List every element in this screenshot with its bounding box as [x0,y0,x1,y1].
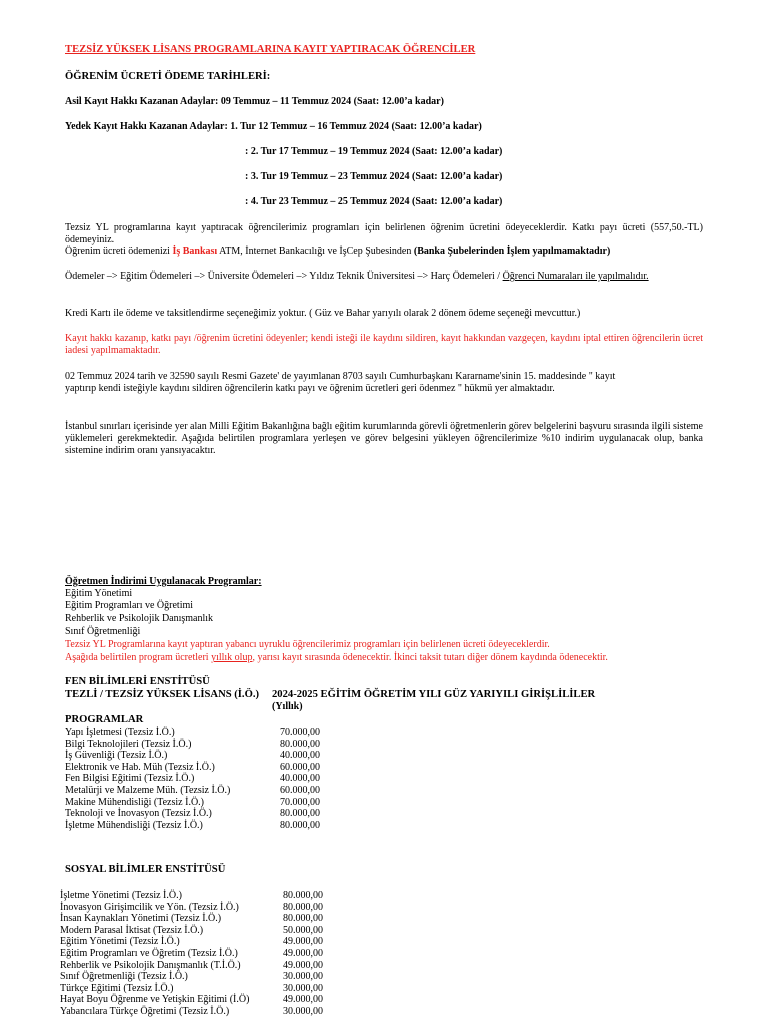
bank-payment-paragraph [65,246,610,258]
program-fee: 80.000,00 [283,913,323,925]
program-fee: 49.000,00 [283,959,323,971]
teacher-program-item: Eğitim Yönetimi [65,588,133,599]
teacher-program-item: Rehberlik ve Psikolojik Danışmanlık [65,613,214,624]
foreign-students-note: Tezsiz YL Programlarına kayıt yaptıran yabancı uyruklu öğrencilerimiz programları için belirlenen ücreti ödeyeceklerdir. [65,639,550,650]
academic-term-heading: 2024-2025 EĞİTİM ÖĞRETİM YILI GÜZ YARIYILI GİRİŞLİLİLER [272,689,596,700]
science-program-type: TEZLİ / TEZSİZ YÜKSEK LİSANS (İ.Ö.) [65,689,259,700]
program-fee: 80.000,00 [280,738,320,750]
program-name: Yapı İşletmesi (Tezsiz İ.Ö.) [65,727,175,738]
social-institute-heading: SOSYAL BİLİMLER ENSTİTÜSÜ [65,864,226,875]
installment-text: Aşağıda belirtilen program ücretleri [65,652,212,663]
teacher-program-item: Eğitim Programları ve Öğretimi [65,600,194,611]
program-fee: 49.000,00 [283,948,323,959]
program-name: Fen Bilgisi Eğitimi (Tezsiz İ.Ö.) [65,773,195,785]
program-fee: 40.000,00 [280,750,320,762]
payment-dates-heading: ÖĞRENİM ÜCRETİ ÖDEME TARİHLERİ: [65,71,271,82]
reserve-round-4-dates: : 4. Tur 23 Temmuz – 25 Temmuz 2024 (Saat: 12.00’a kadar) [245,196,503,207]
program-fee: 70.000,00 [280,796,320,808]
teacher-program-item: Sınıf Öğretmenliği [65,626,141,637]
bank-channels-text: ATM, İnternet Bankacılığı ve İşCep Şubesinden [217,246,414,257]
page-title: TEZSİZ YÜKSEK LİSANS PROGRAMLARINA KAYIT YAPTIRACAK ÖĞRENCİLER [65,44,476,55]
program-fee: 60.000,00 [280,785,320,796]
official-gazette-line-2: yaptırıp kendi isteğiyle kaydını sildiren öğrencilerin katkı payı ve öğrenim ücretleri geri ödenmez " hükmü yer almaktadır. [65,383,555,394]
program-fee: 50.000,00 [283,924,323,936]
program-name: Eğitim Programları ve Öğretim (Tezsiz İ.Ö.) [60,948,238,959]
program-name: Makine Mühendisliği (Tezsiz İ.Ö.) [65,796,204,808]
bank-payment-text: Öğrenim ücreti ödemenizi [65,246,173,257]
official-gazette-line-1: 02 Temmuz 2024 tarih ve 32590 sayılı Resmi Gazete' de yayımlanan 8703 sayılı Cumhurbaşkanı Kararname'sinin 15. maddesinde " kayıt [65,371,616,382]
program-name: İnsan Kaynakları Yönetimi (Tezsiz İ.Ö.) [60,913,222,925]
program-name: Yabancılara Türkçe Öğretimi (Tezsiz İ.Ö.) [60,1006,230,1017]
installment-note [65,652,608,664]
installment-rest-text: , yarısı kayıt sırasında ödenecektir. İkinci taksit tutarı diğer dönem kaydında ödenecektir. [252,652,608,663]
program-name: Teknoloji ve İnovasyon (Tezsiz İ.Ö.) [65,808,212,820]
reserve-round-1-dates: Yedek Kayıt Hakkı Kazanan Adaylar: 1. Tur 12 Temmuz – 16 Temmuz 2024 (Saat: 12.00’a kadar) [65,121,482,132]
program-name: İşletme Yönetimi (Tezsiz İ.Ö.) [60,890,182,901]
program-fee: 60.000,00 [280,761,320,773]
student-number-note: Öğrenci Numaraları ile yapılmalıdır. [502,271,649,282]
tuition-info-paragraph: Tezsiz YL programlarına kayıt yaptıracak öğrencilerimiz programları için belirlenen öğrenim ücretini ödeyeceklerdir. Katkı payı ücreti (557,50.-TL) ödemeyiniz. [65,222,703,245]
teacher-programs-heading: Öğretmen İndirimi Uygulanacak Programlar: [65,576,262,587]
reserve-round-3-dates: : 3. Tur 19 Temmuz – 23 Temmuz 2024 (Saat: 12.00’a kadar) [245,171,503,182]
program-name: Bilgi Teknolojileri (Tezsiz İ.Ö.) [65,738,192,750]
program-fee: 80.000,00 [280,819,320,831]
fee-period-label: (Yıllık) [272,701,303,712]
reserve-round-2-dates: : 2. Tur 17 Temmuz – 19 Temmuz 2024 (Saat: 12.00’a kadar) [245,146,503,157]
bank-name: İş Bankası [172,246,218,257]
program-name: Eğitim Yönetimi (Tezsiz İ.Ö.) [60,936,180,948]
program-name: Hayat Boyu Öğrenme ve Yetişkin Eğitimi (İ.Ö) [60,994,250,1006]
refund-policy-paragraph: Kayıt hakkı kazanıp, katkı payı /öğrenim ücretini ödeyenler; kendi isteği ile kaydını sildiren, kayıt hakkından vazgeçen, kaydını iptal ettiren öğrencilerin ücret iadesi yapılmamaktadır. [65,333,703,356]
payment-path-text: Ödemeler –> Eğitim Ödemeleri –> Üniversite Ödemeleri –> Yıldız Teknik Üniversitesi –> Harç Ödemeleri / [65,271,503,282]
program-fee: 49.000,00 [283,994,323,1006]
program-name: Metalürji ve Malzeme Müh. (Tezsiz İ.Ö.) [65,785,231,796]
program-fee: 30.000,00 [283,982,323,994]
program-fee: 30.000,00 [283,1006,323,1017]
program-fee: 40.000,00 [280,773,320,785]
program-fee: 49.000,00 [283,936,323,948]
program-name: Elektronik ve Hab. Müh (Tezsiz İ.Ö.) [65,761,215,773]
program-name: İşletme Mühendisliği (Tezsiz İ.Ö.) [65,819,203,831]
program-fee: 80.000,00 [283,890,323,901]
program-name: Rehberlik ve Psikolojik Danışmanlık (T.İ.Ö.) [60,959,241,971]
program-fee: 70.000,00 [280,727,320,738]
program-fee: 30.000,00 [283,971,323,983]
bank-branch-warning: (Banka Şubelerinden İşlem yapılmamaktadır) [413,246,611,257]
programs-label: PROGRAMLAR [65,714,144,725]
program-name: İş Güvenliği (Tezsiz İ.Ö.) [65,750,168,762]
program-name: Sınıf Öğretmenliği (Tezsiz İ.Ö.) [60,971,188,983]
credit-card-paragraph: Kredi Kartı ile ödeme ve taksitlendirme seçeneğimiz yoktur. ( Güz ve Bahar yarıyılı olarak 2 dönem ödeme seçeneği mevcuttur.) [65,308,581,319]
teacher-discount-paragraph: İstanbul sınırları içerisinde yer alan Milli Eğitim Bakanlığına bağlı eğitim kurumlarında görevli öğretmenlerin görev belgelerini başvuru sırasında ilgili sisteme yüklemeleri gerekmektedir. Aşağıda belirtilen programlara yerleşen ve görev belgesini yükleyen öğrencilerimize %10 indirim uygulanacak olup, banka sistemine indirim oranı yansıyacaktır. [65,421,703,456]
annual-fee-note: yıllık olup [211,652,253,663]
program-name: Modern Parasal İktisat (Tezsiz İ.Ö.) [60,924,204,936]
program-fee: 80.000,00 [283,901,323,913]
program-name: İnovasyon Girişimcilik ve Yön. (Tezsiz İ.Ö.) [60,901,239,913]
program-fee: 80.000,00 [280,808,320,820]
program-name: Türkçe Eğitimi (Tezsiz İ.Ö.) [60,982,174,994]
science-institute-heading: FEN BİLİMLERİ ENSTİTÜSÜ [65,676,210,687]
payment-path-paragraph [65,271,703,283]
primary-candidates-dates: Asil Kayıt Hakkı Kazanan Adaylar: 09 Temmuz – 11 Temmuz 2024 (Saat: 12.00’a kadar) [65,96,444,107]
